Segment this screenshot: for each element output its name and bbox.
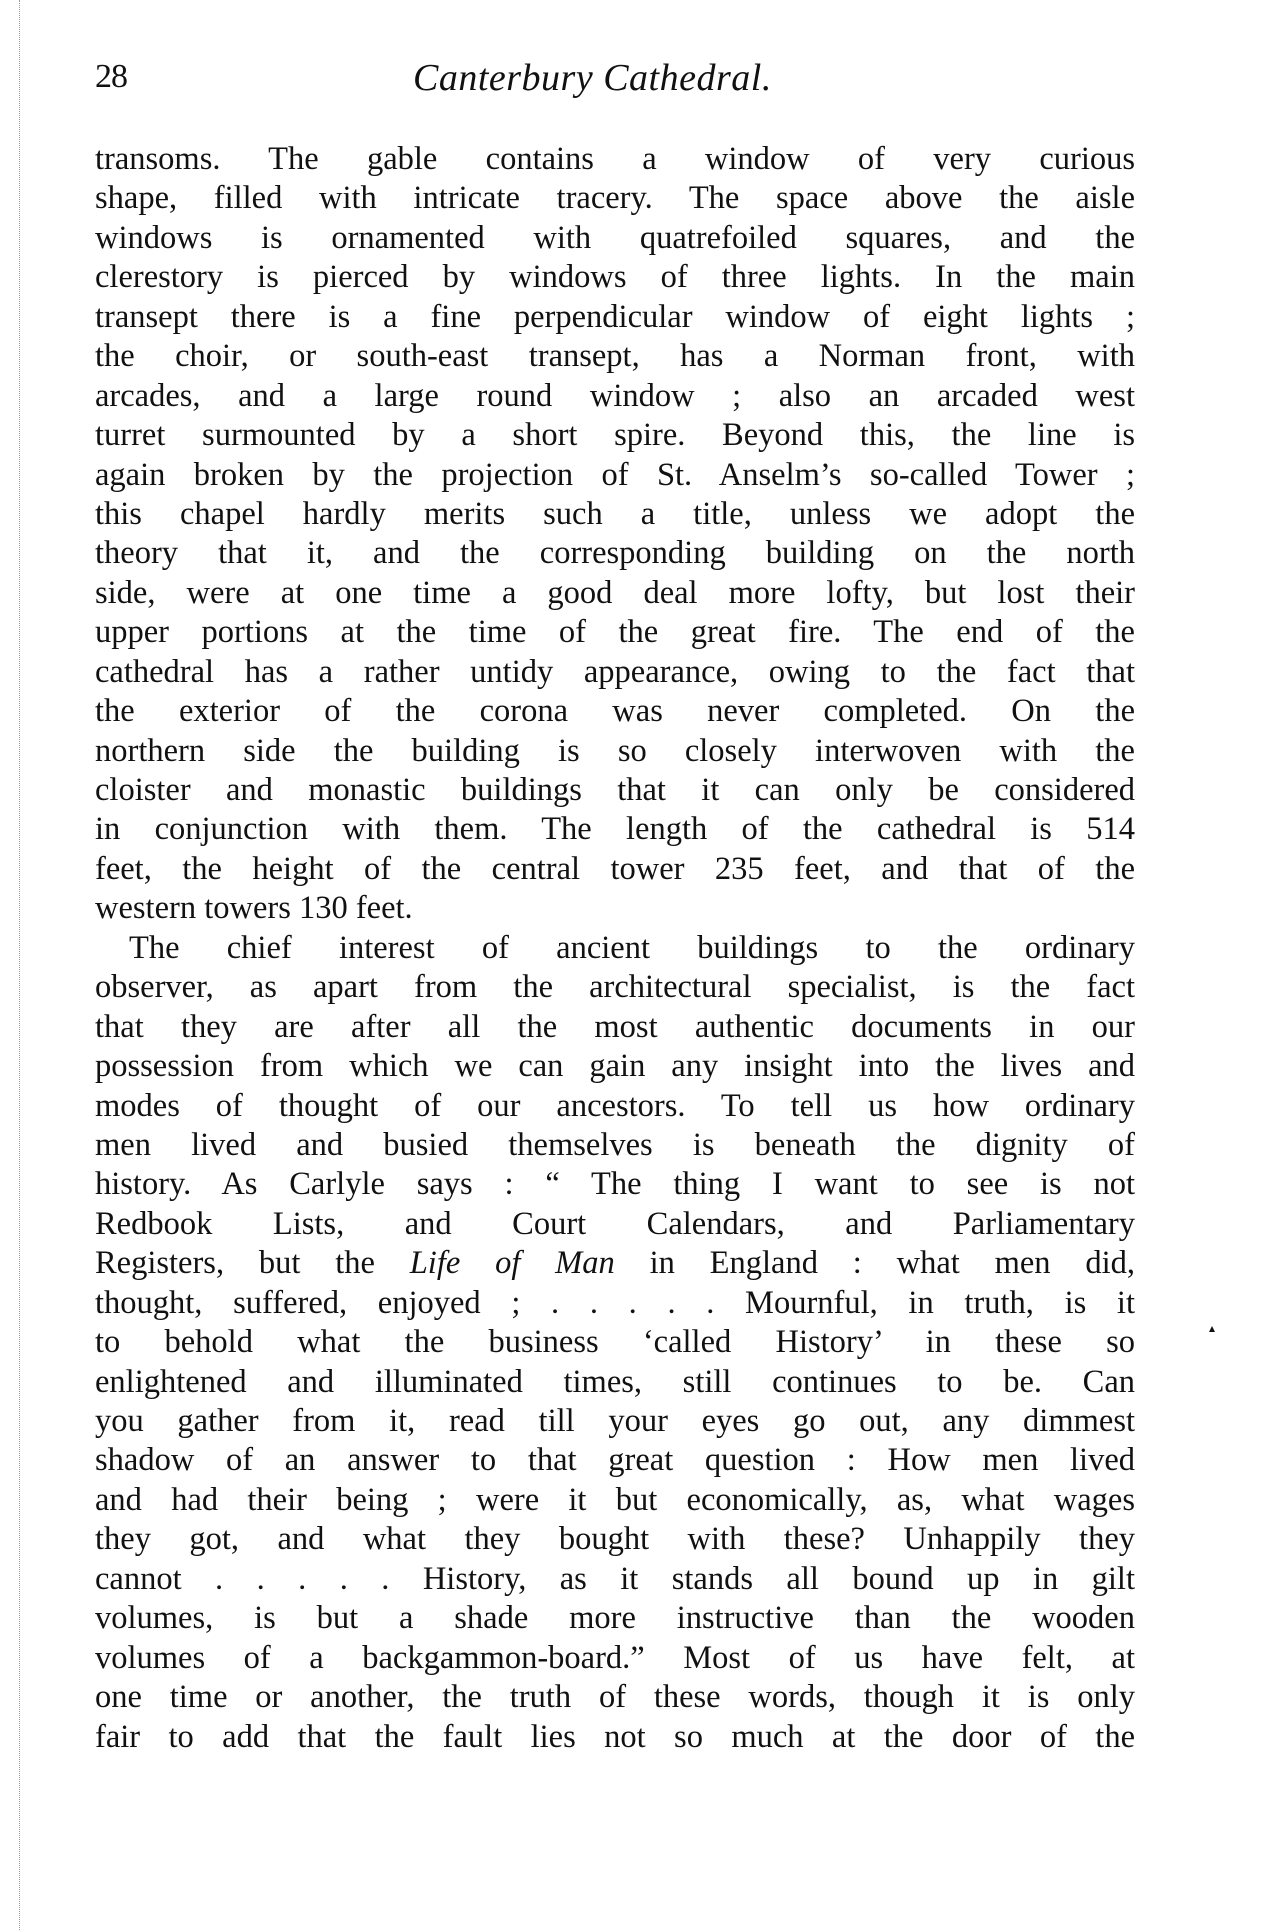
text-line: the choir, or south-east transept, has a Norman front, with [95, 338, 1135, 375]
text-line: this chapel hardly merits such a title, unless we adopt the [95, 495, 1135, 532]
text-line: windows is ornamented with quatrefoiled squares, and the [95, 219, 1135, 256]
text-line: shape, filled with intricate tracery. The space above the aisle [95, 180, 1135, 217]
text-line: modes of thought of our ancestors. To tell us how ordinary [95, 1087, 1135, 1124]
text-line: upper portions at the time of the great fire. The end of the [95, 614, 1135, 651]
text-line: transept there is a fine perpendicular window of eight lights ; [95, 298, 1135, 335]
text-line: arcades, and a large round window ; also an arcaded west [95, 377, 1135, 414]
text-line: one time or another, the truth of these words, though it is only [95, 1679, 1135, 1716]
text-line: fair to add that the fault lies not so much at the door of the [95, 1718, 1135, 1755]
paragraph-end-line: western towers 130 feet. [95, 890, 413, 927]
italic-title-life-of-man: Life of Man [409, 1245, 615, 1282]
text-line: cannot . . . . . History, as it stands all bound up in gilt [95, 1560, 1135, 1597]
text-line: northern side the building is so closely interwoven with the [95, 732, 1135, 769]
text-line: and had their being ; were it but economically, as, what wages [95, 1481, 1135, 1518]
text-line: thought, suffered, enjoyed ; . . . . . Mournful, in truth, is it [95, 1284, 1135, 1321]
text-line: Redbook Lists, and Court Calendars, and Parliamentary [95, 1205, 1135, 1242]
text-line: clerestory is pierced by windows of three lights. In the main [95, 259, 1135, 296]
text-line: transoms. The gable contains a window of very curious [95, 141, 1135, 177]
page-number: 28 [95, 58, 127, 95]
text-segment: in England : what men did, [614, 1245, 1135, 1282]
text-line: to behold what the business ‘called History’ in these so [95, 1324, 1135, 1361]
text-line: feet, the height of the central tower 235 feet, and that of the [95, 850, 1135, 887]
text-segment: Registers, but the [95, 1245, 410, 1282]
text-line: the exterior of the corona was never completed. On the [95, 693, 1135, 730]
body-text [95, 140, 1135, 1757]
paragraph-start-line: The chief interest of ancient buildings to the ordinary [129, 929, 1135, 966]
running-title: Canterbury Cathedral. [413, 57, 772, 99]
text-line: observer, as apart from the architectural specialist, is the fact [95, 969, 1135, 1006]
text-line: in conjunction with them. The length of the cathedral is 514 [95, 811, 1135, 848]
text-line: side, were at one time a good deal more lofty, but lost their [95, 574, 1135, 611]
text-line: cloister and monastic buildings that it can only be considered [95, 772, 1135, 808]
text-line: again broken by the projection of St. Anselm’s so-called Tower ; [95, 456, 1135, 493]
text-line: you gather from it, read till your eyes go out, any dimmest [95, 1403, 1135, 1439]
text-line: theory that it, and the corresponding building on the north [95, 535, 1135, 572]
text-line: cathedral has a rather untidy appearance, owing to the fact that [95, 653, 1135, 690]
text-line: volumes, is but a shade more instructive than the wooden [95, 1600, 1135, 1637]
text-line: shadow of an answer to that great question : How men lived [95, 1442, 1135, 1479]
text-line: turret surmounted by a short spire. Beyond this, the line is [95, 417, 1135, 454]
text-line: volumes of a backgammon-board.” Most of us have felt, at [95, 1639, 1135, 1676]
text-line: men lived and busied themselves is beneath the dignity of [95, 1126, 1135, 1163]
text-line: history. As Carlyle says : “ The thing I want to see is not [95, 1166, 1135, 1203]
text-line: they got, and what they bought with these? Unhappily they [95, 1521, 1135, 1558]
text-line: that they are after all the most authentic documents in our [95, 1008, 1135, 1045]
text-line-with-italic [95, 1244, 1135, 1283]
running-head [95, 56, 1135, 106]
text-line: enlightened and illuminated times, still continues to be. Can [95, 1363, 1135, 1400]
page-gutter-edge [19, 0, 20, 1930]
text-line: possession from which we can gain any insight into the lives and [95, 1048, 1135, 1085]
scan-speck [1209, 1326, 1215, 1332]
